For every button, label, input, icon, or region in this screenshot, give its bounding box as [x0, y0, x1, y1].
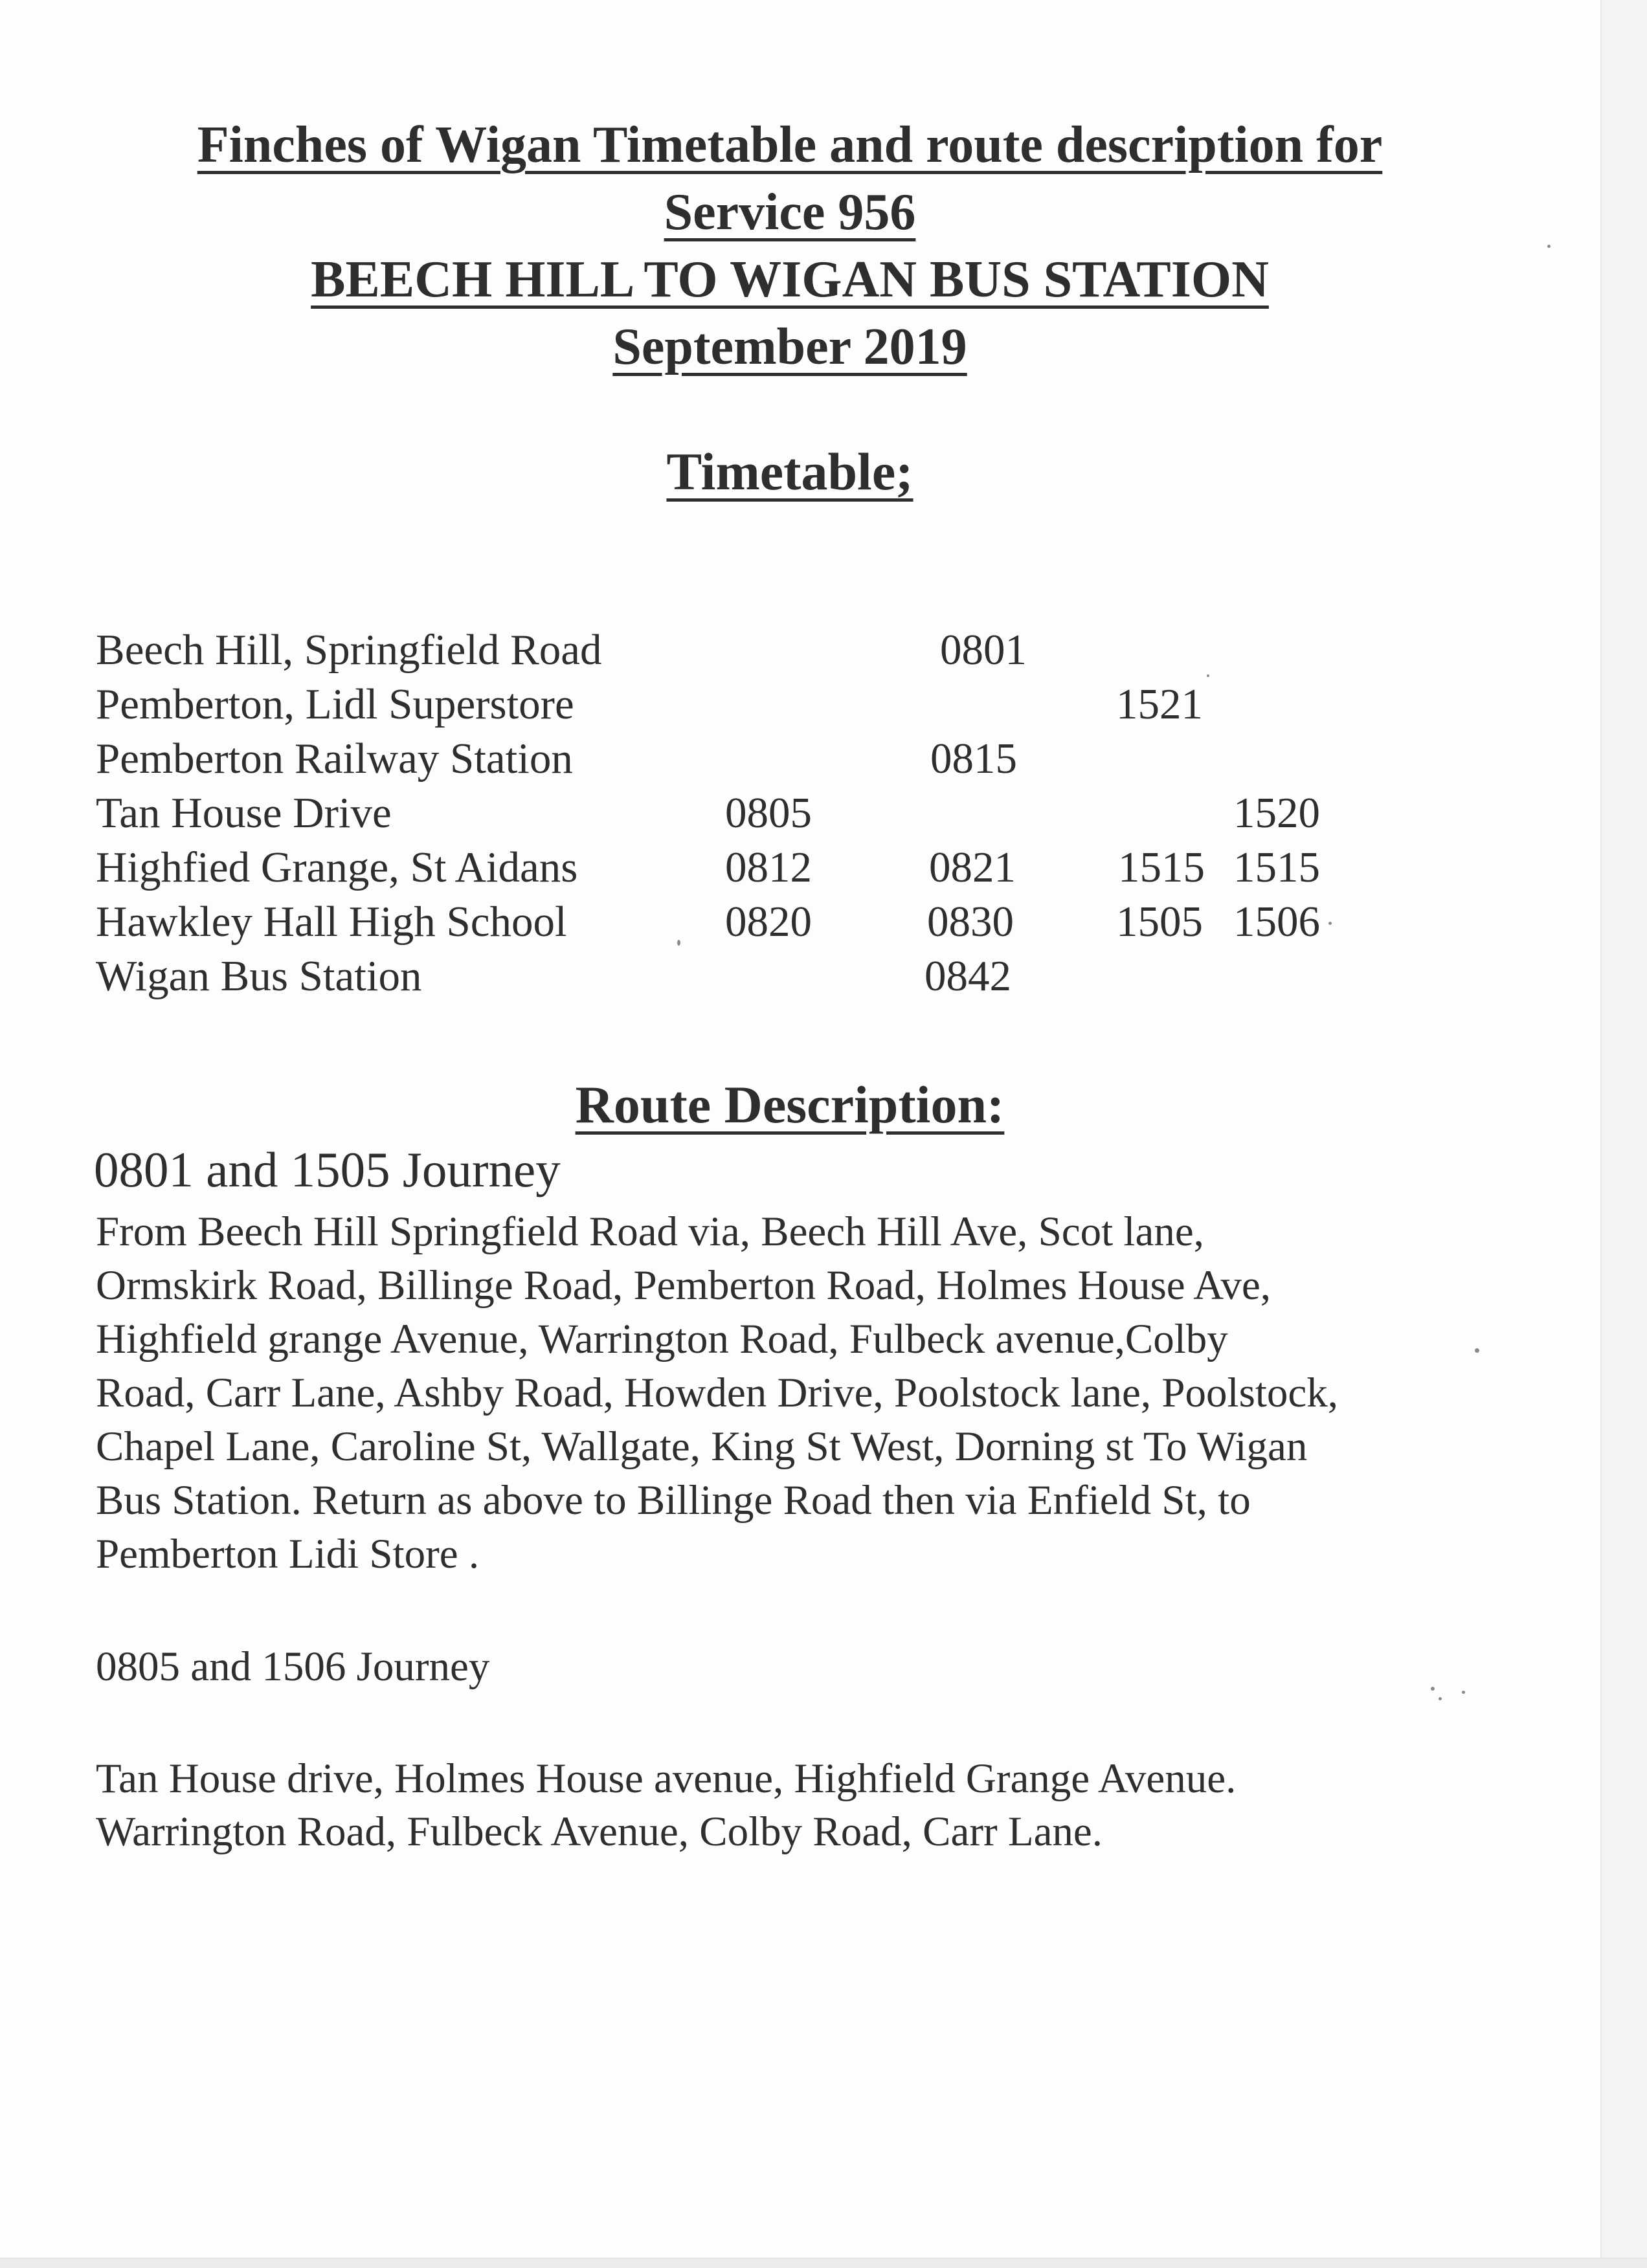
time-cell: 0830 [927, 898, 1014, 946]
time-cell: 1505 [1116, 898, 1203, 946]
route-text-line: Warrington Road, Fulbeck Avenue, Colby Road, Carr Lane. [96, 1808, 1103, 1855]
stop-name: Beech Hill, Springfield Road [96, 626, 602, 674]
route-text-line: Pemberton Lidi Store . [96, 1531, 480, 1577]
time-cell: 0801 [940, 626, 1027, 674]
time-cell: 1520 [1233, 789, 1320, 837]
page-right-edge [1600, 0, 1647, 2268]
stop-name: Hawkley Hall High School [96, 898, 567, 946]
scan-speck [1547, 245, 1551, 248]
time-cell: 1515 [1233, 843, 1320, 891]
title-line: Service 956 [664, 184, 916, 241]
route-text-line: Highfield grange Avenue, Warrington Road, Fulbeck avenue,Colby [96, 1316, 1228, 1362]
journey-heading: 0801 and 1505 Journey [94, 1142, 561, 1197]
route-text-line: Bus Station. Return as above to Billinge Road then via Enfield St, to [96, 1477, 1251, 1524]
stop-name: Tan House Drive [96, 789, 392, 837]
route-text-line: Tan House drive, Holmes House avenue, Highfield Grange Avenue. [96, 1755, 1237, 1802]
time-cell: 0821 [929, 843, 1016, 891]
scan-speck [1439, 1697, 1442, 1700]
route-text-line: From Beech Hill Springfield Road via, Beech Hill Ave, Scot lane, [96, 1208, 1204, 1255]
route-text-line: Ormskirk Road, Billinge Road, Pemberton Road, Holmes House Ave, [96, 1262, 1271, 1309]
stop-name: Pemberton, Lidl Superstore [96, 680, 574, 728]
page-bottom-edge [0, 2258, 1647, 2268]
time-cell: 1521 [1116, 680, 1203, 728]
time-cell: 0820 [725, 898, 812, 946]
time-cell: 1515 [1118, 843, 1205, 891]
route-text-line: Chapel Lane, Caroline St, Wallgate, King St West, Dorning st To Wigan [96, 1423, 1308, 1470]
route-description-heading: Route Description: [575, 1075, 1005, 1134]
title-line: Finches of Wigan Timetable and route description for [197, 117, 1383, 173]
stop-name: Pemberton Railway Station [96, 735, 573, 783]
stop-name: Highfied Grange, St Aidans [96, 843, 578, 891]
timetable-heading: Timetable; [666, 442, 913, 501]
scan-speck [1475, 1348, 1479, 1353]
time-cell: 0815 [930, 735, 1017, 783]
scan-speck [1431, 1687, 1435, 1691]
scan-speck [1207, 674, 1209, 677]
time-cell: 0842 [924, 952, 1011, 1000]
title-line: BEECH HILL TO WIGAN BUS STATION [311, 251, 1269, 308]
document-title [0, 111, 1580, 381]
scan-speck [677, 940, 680, 946]
time-cell: 0812 [725, 843, 812, 891]
stop-name: Wigan Bus Station [96, 952, 422, 1000]
time-cell: 1506 [1233, 898, 1320, 946]
title-line: September 2019 [612, 318, 967, 375]
journey-heading: 0805 and 1506 Journey [96, 1643, 490, 1690]
scan-speck [1328, 922, 1332, 925]
route-text-line: Road, Carr Lane, Ashby Road, Howden Drive, Poolstock lane, Poolstock, [96, 1370, 1339, 1416]
time-cell: 0805 [725, 789, 812, 837]
scan-speck [1462, 1691, 1465, 1694]
